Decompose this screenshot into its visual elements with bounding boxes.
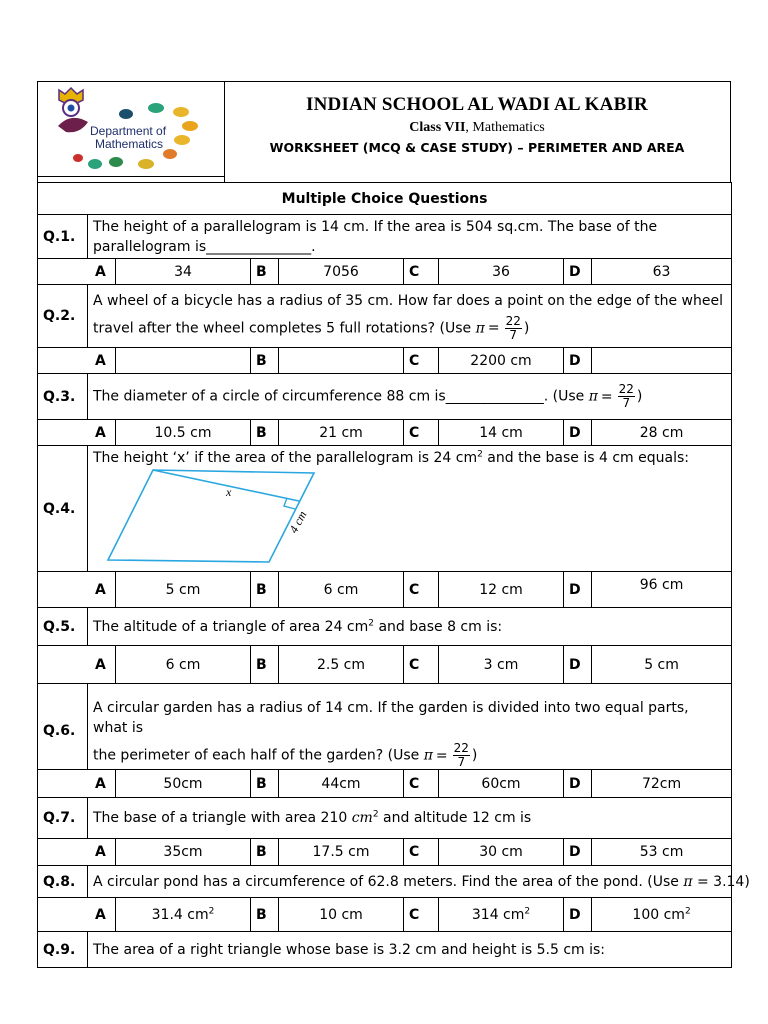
question-number: Q.8. bbox=[38, 866, 88, 898]
options-row bbox=[38, 259, 732, 285]
question-number: Q.7. bbox=[38, 798, 88, 839]
question-text-end: ) bbox=[471, 747, 478, 764]
option-value: 2.5 cm bbox=[279, 646, 404, 684]
option-value: 14 cm bbox=[439, 420, 564, 446]
question-text-part: the perimeter of each half of the garden? (Use bbox=[93, 747, 424, 764]
pi-symbol: π bbox=[683, 873, 693, 890]
option-value-text: 314 cm bbox=[471, 906, 525, 923]
fraction-numerator: 22 bbox=[618, 382, 634, 396]
question-row bbox=[38, 932, 732, 968]
superscript: 2 bbox=[372, 809, 379, 820]
equals-sign: = bbox=[600, 388, 613, 405]
worksheet-page bbox=[37, 81, 750, 968]
section-heading-row bbox=[38, 183, 732, 215]
worksheet-header bbox=[37, 81, 731, 183]
fraction-numerator: 22 bbox=[505, 313, 521, 328]
option-value: 44cm bbox=[279, 770, 404, 798]
option-label: B bbox=[251, 348, 279, 374]
option-label: D bbox=[564, 898, 592, 932]
question-text bbox=[88, 866, 750, 898]
option-value: 10.5 cm bbox=[116, 420, 251, 446]
option-value: 96 cm bbox=[592, 572, 732, 608]
question-text-part: A circular pond has a circumference of 62.8 meters. Find the area of the pond. (Use bbox=[93, 873, 684, 890]
option-label: C bbox=[404, 646, 439, 684]
question-text-line bbox=[93, 448, 726, 468]
option-label: A bbox=[38, 770, 116, 798]
pi-symbol: π bbox=[475, 320, 485, 336]
option-value: 17.5 cm bbox=[279, 839, 404, 866]
option-value-text: 10 cm bbox=[319, 906, 363, 923]
option-label: B bbox=[251, 646, 279, 684]
question-text-part: The altitude of a triangle of area 24 cm bbox=[93, 618, 369, 635]
question-text bbox=[88, 285, 732, 348]
fraction-denominator: 7 bbox=[509, 327, 518, 342]
option-value: 34 bbox=[116, 259, 251, 285]
option-label: D bbox=[564, 646, 592, 684]
question-text: The area of a right triangle whose base is 3.2 cm and height is 5.5 cm is: bbox=[88, 932, 732, 968]
option-value bbox=[116, 898, 251, 932]
class-label: Class VII bbox=[409, 120, 466, 135]
option-value: 5 cm bbox=[116, 572, 251, 608]
question-number: Q.6. bbox=[38, 684, 88, 770]
option-label: D bbox=[564, 420, 592, 446]
department-logo bbox=[38, 82, 225, 182]
school-name: INDIAN SCHOOL AL WADI AL KABIR bbox=[306, 94, 648, 115]
question-text-line bbox=[93, 315, 726, 342]
superscript: 2 bbox=[368, 617, 374, 628]
question-row bbox=[38, 798, 732, 839]
pi-symbol: π bbox=[423, 747, 433, 764]
unit-italic: cm bbox=[351, 810, 373, 826]
options-row bbox=[38, 348, 732, 374]
question-text-part: travel after the wheel completes 5 full rotations? (Use bbox=[93, 320, 476, 336]
question-number: Q.4. bbox=[38, 446, 88, 572]
option-label: C bbox=[404, 839, 439, 866]
question-text bbox=[88, 374, 732, 420]
option-label: C bbox=[404, 898, 439, 932]
option-label: C bbox=[404, 348, 439, 374]
option-value: 5 cm bbox=[592, 646, 732, 684]
question-text-part: and altitude 12 cm is bbox=[378, 810, 532, 826]
option-label: B bbox=[251, 420, 279, 446]
question-text-part: The base of a triangle with area 210 bbox=[93, 810, 352, 826]
question-text-line bbox=[93, 742, 726, 769]
question-row bbox=[38, 866, 732, 898]
question-number: Q.9. bbox=[38, 932, 88, 968]
fraction bbox=[618, 383, 635, 410]
question-text-line: A wheel of a bicycle has a radius of 35 cm. How far does a point on the edge of the wheel bbox=[93, 292, 723, 309]
question-number: Q.1. bbox=[38, 215, 88, 259]
base-length-label: 4 cm bbox=[286, 508, 310, 536]
pi-symbol: π bbox=[588, 388, 598, 405]
question-row bbox=[38, 684, 732, 770]
option-value: 30 cm bbox=[439, 839, 564, 866]
question-text-end: ) bbox=[523, 320, 530, 336]
fraction-denominator: 7 bbox=[457, 755, 466, 769]
option-value bbox=[279, 348, 404, 374]
question-text-part: and the base is 4 cm equals: bbox=[482, 450, 689, 466]
question-number: Q.3. bbox=[38, 374, 88, 420]
option-label: C bbox=[404, 770, 439, 798]
option-label: B bbox=[251, 259, 279, 285]
superscript: 2 bbox=[477, 449, 483, 460]
mcq-table bbox=[37, 182, 750, 968]
option-label: A bbox=[38, 839, 116, 866]
option-value: 21 cm bbox=[279, 420, 404, 446]
question-text-part: = 3.14) bbox=[692, 873, 750, 890]
logo-text-department: Department of bbox=[90, 124, 167, 138]
option-label: B bbox=[251, 898, 279, 932]
equals-sign: = bbox=[435, 747, 448, 764]
option-value: 12 cm bbox=[439, 572, 564, 608]
option-label: B bbox=[251, 839, 279, 866]
option-value: 35cm bbox=[116, 839, 251, 866]
option-label: A bbox=[38, 572, 116, 608]
option-value: 6 cm bbox=[279, 572, 404, 608]
department-logo-graphic bbox=[38, 82, 224, 176]
option-value bbox=[279, 898, 404, 932]
superscript: 2 bbox=[208, 905, 215, 916]
option-label: C bbox=[404, 572, 439, 608]
height-x-label: x bbox=[226, 485, 232, 499]
superscript: 2 bbox=[524, 905, 531, 916]
option-value bbox=[439, 898, 564, 932]
fraction bbox=[505, 315, 522, 342]
superscript: 2 bbox=[684, 905, 691, 916]
option-value: 2200 cm bbox=[439, 348, 564, 374]
option-value: 7056 bbox=[279, 259, 404, 285]
option-label: C bbox=[404, 259, 439, 285]
option-value-text: 31.4 cm bbox=[151, 906, 209, 923]
option-value: 72cm bbox=[592, 770, 732, 798]
option-value: 50cm bbox=[116, 770, 251, 798]
class-subject: , Mathematics bbox=[465, 120, 545, 135]
question-row bbox=[38, 285, 732, 348]
option-label: D bbox=[564, 259, 592, 285]
question-text-part: The height ‘x’ if the area of the parallelogram is 24 cm bbox=[93, 450, 478, 466]
question-text bbox=[88, 798, 732, 839]
option-value-text: 100 cm bbox=[632, 906, 685, 923]
question-number: Q.2. bbox=[38, 285, 88, 348]
question-row bbox=[38, 374, 732, 420]
options-row bbox=[38, 839, 732, 866]
option-label: B bbox=[251, 572, 279, 608]
option-value bbox=[116, 348, 251, 374]
option-label: C bbox=[404, 420, 439, 446]
question-text bbox=[88, 684, 732, 770]
question-text-part: The diameter of a circle of circumference 88 cm is______________. (Use bbox=[93, 388, 589, 405]
options-row bbox=[38, 572, 732, 608]
question-text-line: A circular garden has a radius of 14 cm. If the garden is divided into two equal parts, what is bbox=[93, 700, 689, 736]
question-row bbox=[38, 215, 732, 259]
option-value: 53 cm bbox=[592, 839, 732, 866]
option-value: 63 bbox=[592, 259, 732, 285]
option-value bbox=[592, 898, 732, 932]
option-label: D bbox=[564, 572, 592, 608]
options-row bbox=[38, 420, 732, 446]
option-label: D bbox=[564, 770, 592, 798]
worksheet-title: WORKSHEET (MCQ & CASE STUDY) – PERIMETER AND AREA bbox=[269, 140, 685, 155]
parallelogram-shape bbox=[108, 470, 314, 562]
option-value: 3 cm bbox=[439, 646, 564, 684]
option-label: A bbox=[38, 898, 116, 932]
option-label: A bbox=[38, 259, 116, 285]
question-row bbox=[38, 608, 732, 646]
options-row bbox=[38, 898, 732, 932]
question-row bbox=[38, 446, 732, 572]
option-value: 28 cm bbox=[592, 420, 732, 446]
options-row bbox=[38, 770, 732, 798]
option-label: A bbox=[38, 646, 116, 684]
fraction bbox=[453, 742, 470, 769]
option-label: B bbox=[251, 770, 279, 798]
option-label: D bbox=[564, 348, 592, 374]
option-label: D bbox=[564, 839, 592, 866]
option-value: 6 cm bbox=[116, 646, 251, 684]
question-text: The height of a parallelogram is 14 cm. If the area is 504 sq.cm. The base of the parallelogram is_______________. bbox=[88, 215, 732, 259]
logo-text-mathematics: Mathematics bbox=[95, 137, 164, 151]
fraction-denominator: 7 bbox=[622, 396, 631, 410]
question-text bbox=[88, 446, 732, 572]
options-row bbox=[38, 646, 732, 684]
fraction-numerator: 22 bbox=[453, 741, 469, 755]
option-value bbox=[592, 348, 732, 374]
question-number: Q.5. bbox=[38, 608, 88, 646]
option-value: 60cm bbox=[439, 770, 564, 798]
parallelogram-figure bbox=[93, 469, 323, 569]
question-text-end: ) bbox=[636, 388, 643, 405]
option-label: A bbox=[38, 348, 116, 374]
option-value: 36 bbox=[439, 259, 564, 285]
class-line bbox=[224, 120, 730, 136]
section-heading: Multiple Choice Questions bbox=[38, 183, 732, 215]
equals-sign: = bbox=[487, 320, 500, 336]
option-label: A bbox=[38, 420, 116, 446]
question-text-part: and base 8 cm is: bbox=[374, 618, 503, 635]
question-text bbox=[88, 608, 732, 646]
header-title-block bbox=[224, 82, 730, 182]
